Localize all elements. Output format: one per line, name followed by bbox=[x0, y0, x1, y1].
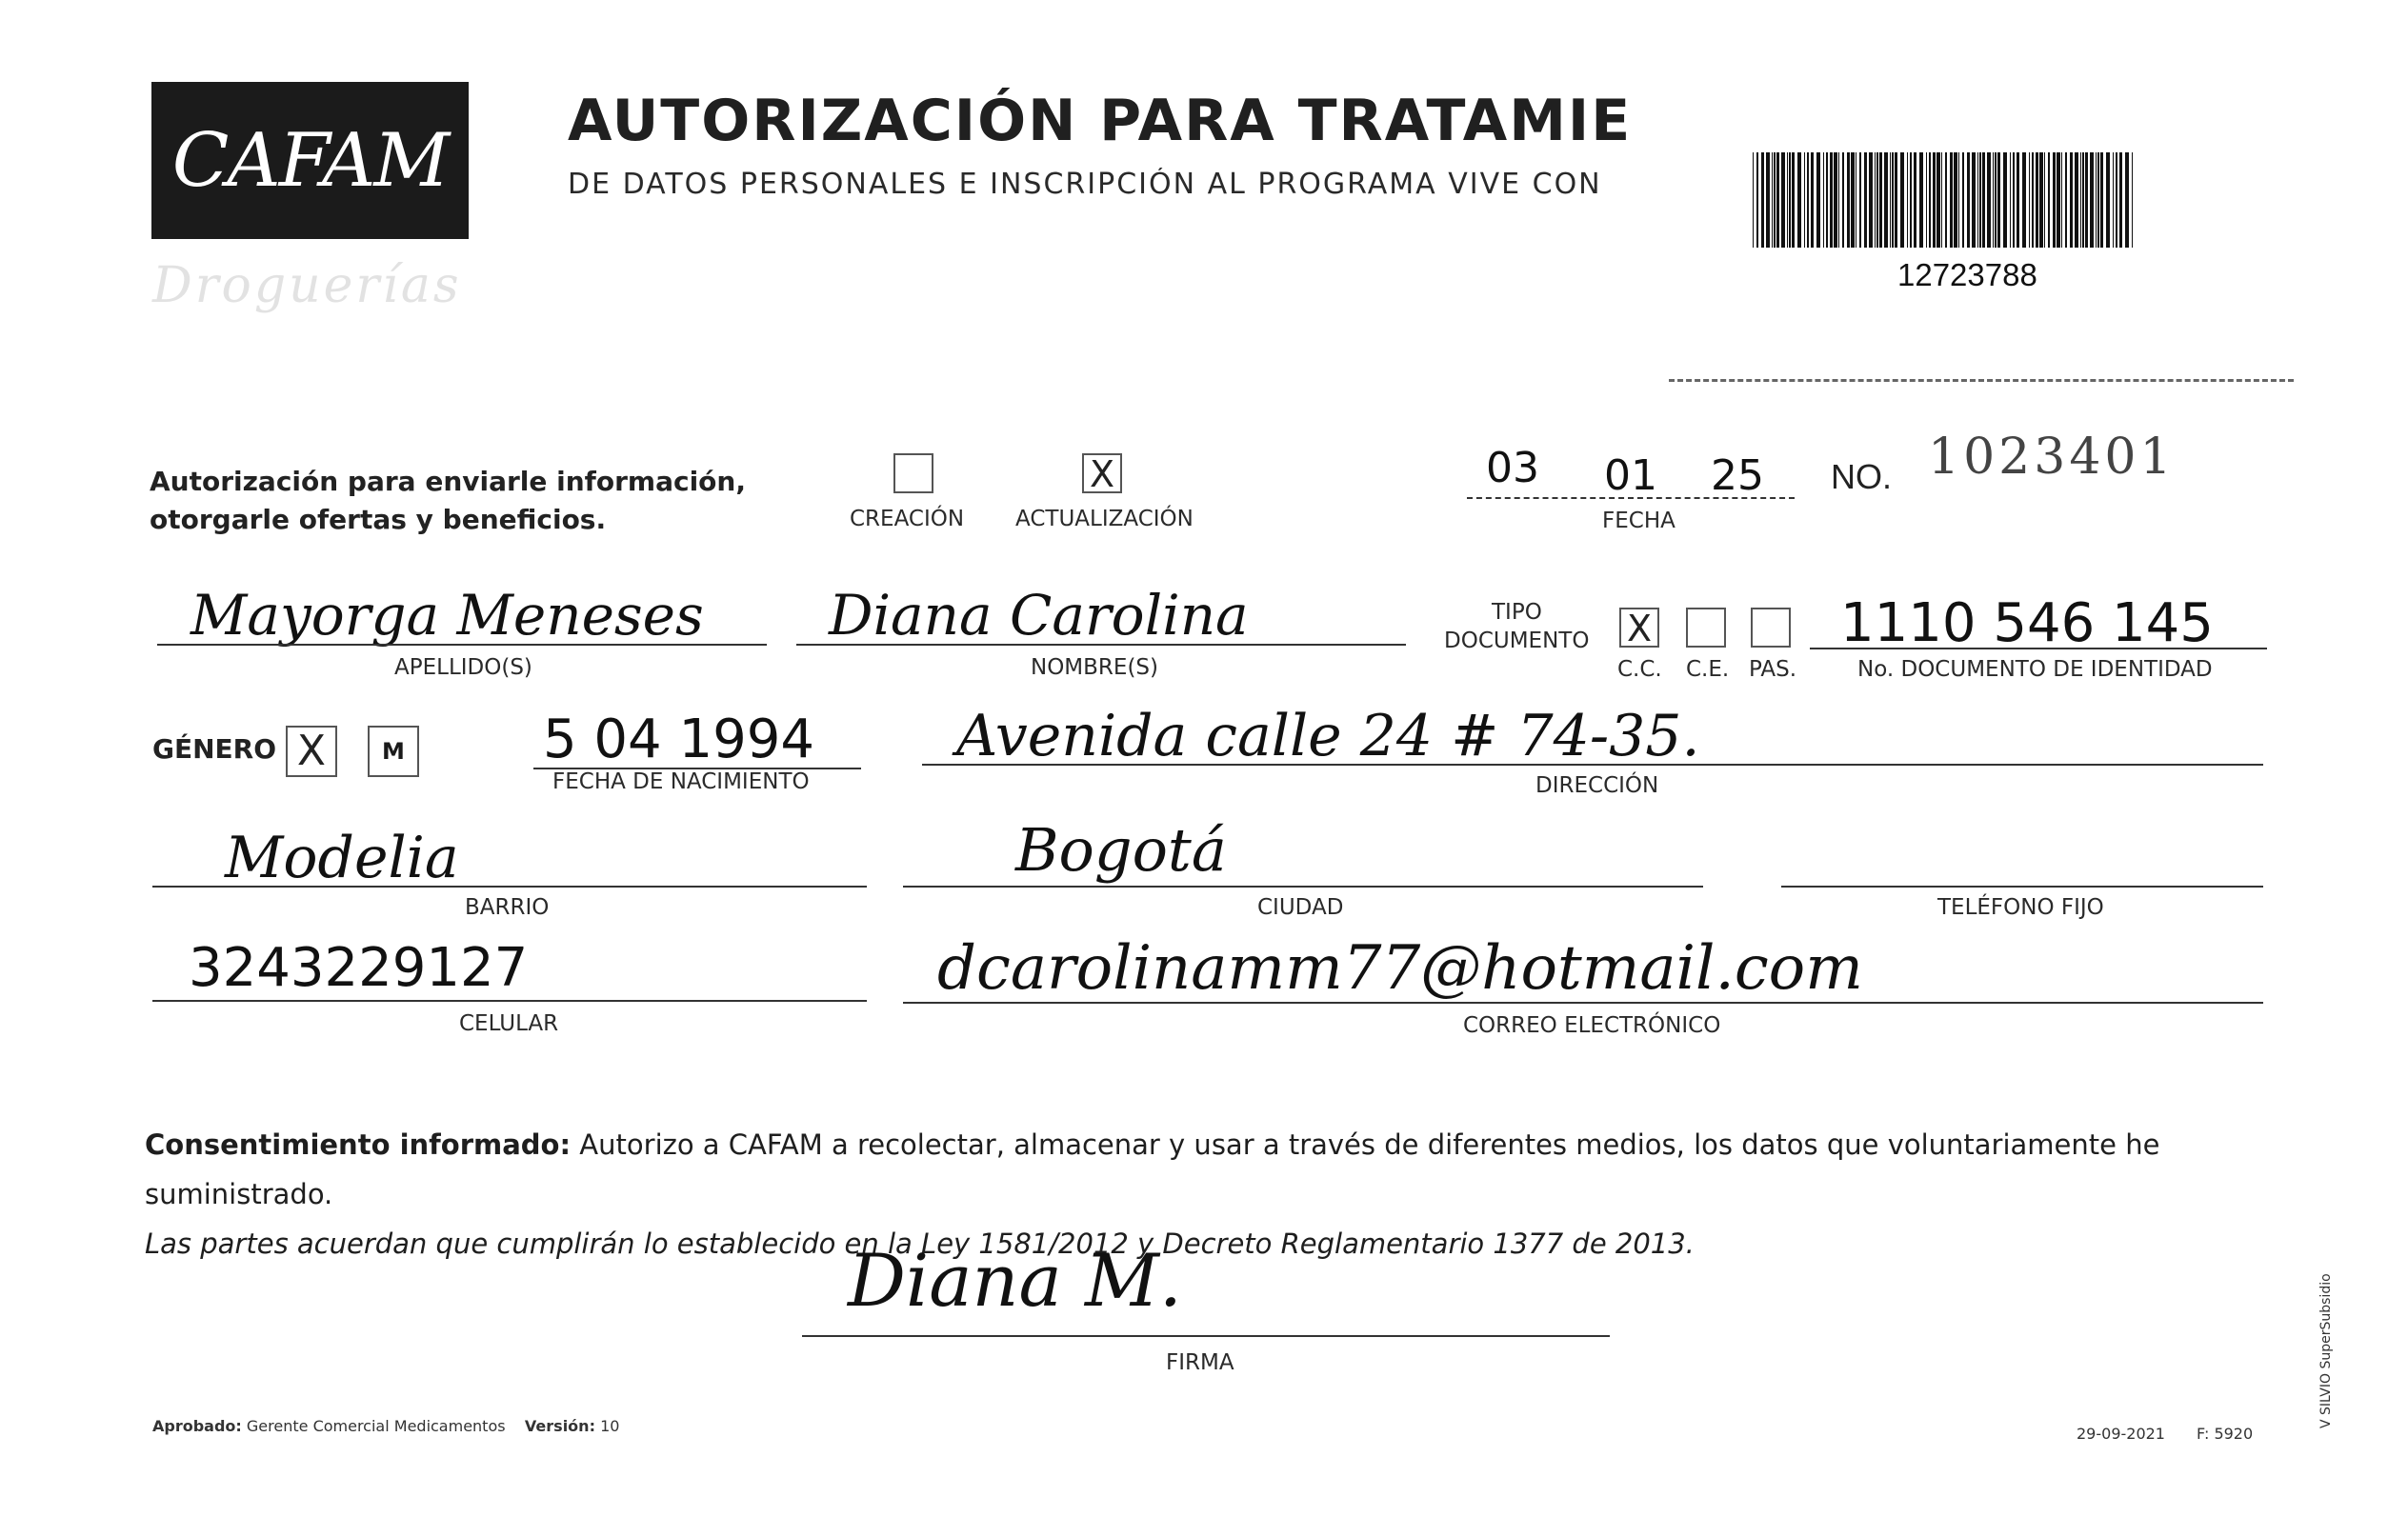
barcode-bar bbox=[2096, 152, 2097, 248]
barcode-bar bbox=[1879, 152, 1882, 248]
nacimiento-value: 5 04 1994 bbox=[543, 709, 815, 770]
barcode-bar bbox=[1884, 152, 1888, 248]
barcode bbox=[1753, 152, 2139, 248]
apellidos-label: APELLIDO(S) bbox=[394, 655, 532, 680]
logo-text: CAFAM bbox=[171, 117, 449, 204]
pas-label: PAS. bbox=[1749, 657, 1797, 682]
barcode-bar bbox=[1761, 152, 1764, 248]
form-subtitle: DE DATOS PERSONALES E INSCRIPCIÓN AL PROGRAMA VIVE CON bbox=[568, 168, 1602, 201]
barcode-bar bbox=[1774, 152, 1776, 248]
barcode-bar bbox=[1811, 152, 1814, 248]
nombres-label: NOMBRE(S) bbox=[1031, 655, 1158, 680]
barcode-bar bbox=[2080, 152, 2081, 248]
barcode-bar bbox=[2097, 152, 2099, 248]
authorization-line-1: Autorización para enviarle información, bbox=[150, 466, 746, 497]
correo-value: dcarolinamm77@hotmail.com bbox=[937, 933, 1863, 1004]
footer-date: 29-09-2021 bbox=[2077, 1425, 2165, 1443]
barcode-bar bbox=[2029, 152, 2030, 248]
telefono-label: TELÉFONO FIJO bbox=[1937, 895, 2104, 920]
barcode-bar bbox=[1979, 152, 1981, 248]
barcode-bar bbox=[1787, 152, 1788, 248]
barcode-bar bbox=[2053, 152, 2056, 248]
form-title: AUTORIZACIÓN PARA TRATAMIE bbox=[568, 88, 1633, 154]
nombres-line bbox=[796, 644, 1406, 646]
barcode-bar bbox=[1766, 152, 1770, 248]
barcode-bar bbox=[1993, 152, 1994, 248]
ciudad-value: Bogotá bbox=[1015, 815, 1227, 885]
side-label: V SILVIO SuperSubsidio bbox=[2318, 1273, 2334, 1428]
aprobado-label: Aprobado: bbox=[152, 1417, 242, 1435]
barcode-bar bbox=[2022, 152, 2026, 248]
tipo-label: TIPO bbox=[1492, 600, 1542, 625]
barcode-bar bbox=[1967, 152, 1970, 248]
barcode-bar bbox=[1997, 152, 2000, 248]
barcode-bar bbox=[1933, 152, 1936, 248]
genero-label: GÉNERO bbox=[152, 733, 277, 765]
checkbox-pas[interactable] bbox=[1751, 608, 1791, 648]
ciudad-line bbox=[903, 886, 1703, 888]
barcode-bar bbox=[1910, 152, 1912, 248]
checkbox-cc[interactable]: X bbox=[1619, 608, 1659, 648]
barcode-bar bbox=[1859, 152, 1861, 248]
barcode-bar bbox=[1804, 152, 1805, 248]
signature-label: FIRMA bbox=[1166, 1350, 1234, 1375]
barcode-bar bbox=[1954, 152, 1957, 248]
barrio-line bbox=[152, 886, 867, 888]
version-value: 10 bbox=[600, 1417, 620, 1435]
barcode-bar bbox=[1838, 152, 1839, 248]
barcode-bar bbox=[2113, 152, 2114, 248]
barcode-bar bbox=[2085, 152, 2088, 248]
barcode-bar bbox=[2036, 152, 2038, 248]
barcode-bar bbox=[1772, 152, 1773, 248]
barrio-value: Modelia bbox=[225, 825, 459, 891]
fecha-label: FECHA bbox=[1602, 509, 1676, 533]
barcode-bar bbox=[1962, 152, 1964, 248]
barcode-bar bbox=[1919, 152, 1923, 248]
fecha-year: 25 bbox=[1711, 451, 1764, 500]
correo-label: CORREO ELECTRÓNICO bbox=[1463, 1013, 1721, 1038]
documento-line bbox=[1810, 648, 2267, 649]
barcode-bar bbox=[2070, 152, 2073, 248]
nacimiento-label: FECHA DE NACIMIENTO bbox=[552, 769, 810, 794]
version-label: Versión: bbox=[524, 1417, 595, 1435]
barcode-bar bbox=[2065, 152, 2067, 248]
barcode-bar bbox=[1995, 152, 1997, 248]
barcode-bar bbox=[1823, 152, 1824, 248]
aprobado-value: Gerente Comercial Medicamentos bbox=[246, 1417, 506, 1435]
consent-body-1: Autorizo a CAFAM a recolectar, almacenar y usar a través de diferentes medios, los datos que voluntariamente he suministrado. bbox=[145, 1128, 2160, 1210]
barcode-bar bbox=[1890, 152, 1891, 248]
signature-line bbox=[802, 1335, 1610, 1337]
direccion-value: Avenida calle 24 # 74-35. bbox=[956, 703, 1700, 769]
fecha-line bbox=[1467, 497, 1795, 499]
barcode-bar bbox=[2075, 152, 2078, 248]
barcode-bar bbox=[2057, 152, 2060, 248]
barcode-bar bbox=[1907, 152, 1908, 248]
folio-number: 1023401 bbox=[1928, 429, 2176, 486]
barcode-bar bbox=[1914, 152, 1916, 248]
direccion-line bbox=[922, 764, 2263, 766]
barcode-bar bbox=[2082, 152, 2084, 248]
barcode-bar bbox=[1756, 152, 1758, 248]
checkbox-ce[interactable] bbox=[1686, 608, 1726, 648]
cafam-logo bbox=[151, 82, 469, 239]
divider-dashed bbox=[1669, 379, 2294, 382]
barcode-bar bbox=[2013, 152, 2015, 248]
actualizacion-label: ACTUALIZACIÓN bbox=[1015, 507, 1194, 531]
documento-value: 1110 546 145 bbox=[1840, 592, 2214, 654]
barcode-bar bbox=[2017, 152, 2019, 248]
barcode-bar bbox=[2100, 152, 2103, 248]
barcode-bar bbox=[1864, 152, 1867, 248]
celular-label: CELULAR bbox=[459, 1011, 559, 1036]
barcode-bar bbox=[1781, 152, 1785, 248]
barcode-bar bbox=[1826, 152, 1828, 248]
barcode-bar bbox=[1869, 152, 1873, 248]
authorization-text bbox=[150, 463, 746, 539]
barcode-bar bbox=[1797, 152, 1801, 248]
barcode-bar bbox=[1792, 152, 1795, 248]
barcode-bar bbox=[1876, 152, 1878, 248]
consent-line-1 bbox=[145, 1120, 2278, 1219]
barcode-bar bbox=[1900, 152, 1904, 248]
celular-line bbox=[152, 1000, 867, 1002]
nombres-value: Diana Carolina bbox=[829, 583, 1249, 648]
apellidos-line bbox=[157, 644, 767, 646]
side-text bbox=[2318, 1273, 2334, 1428]
barcode-bar bbox=[1982, 152, 1985, 248]
barcode-bar bbox=[1958, 152, 1959, 248]
authorization-line-2: otorgarle ofertas y beneficios. bbox=[150, 504, 607, 535]
barcode-bar bbox=[2090, 152, 2094, 248]
barcode-bar bbox=[2119, 152, 2122, 248]
barcode-bar bbox=[1851, 152, 1855, 248]
cc-label: C.C. bbox=[1617, 657, 1662, 682]
barcode-bar bbox=[1834, 152, 1837, 248]
no-label: NO. bbox=[1831, 457, 1893, 496]
barcode-bar bbox=[1895, 152, 1897, 248]
correo-line bbox=[903, 1002, 2263, 1004]
barcode-bar bbox=[1753, 152, 1754, 248]
ciudad-label: CIUDAD bbox=[1257, 895, 1344, 920]
barcode-bar bbox=[2003, 152, 2007, 248]
barcode-bar bbox=[1776, 152, 1779, 248]
telefono-line bbox=[1781, 886, 2263, 888]
barcode-bar bbox=[2044, 152, 2045, 248]
barcode-bar bbox=[1926, 152, 1927, 248]
barcode-bar bbox=[1816, 152, 1820, 248]
barcode-bar bbox=[1847, 152, 1850, 248]
consent-line-2: Las partes acuerdan que cumplirán lo establecido en la Ley 1581/2012 y Decreto Reglamentario 1377 de 2013. bbox=[145, 1228, 1695, 1260]
barrio-label: BARRIO bbox=[465, 895, 550, 920]
barcode-bar bbox=[2125, 152, 2129, 248]
checkbox-actualizacion[interactable]: X bbox=[1082, 453, 1122, 493]
footer-approval bbox=[152, 1417, 619, 1435]
creacion-label: CREACIÓN bbox=[850, 507, 965, 531]
barcode-bar bbox=[1941, 152, 1942, 248]
barcode-bar bbox=[2061, 152, 2062, 248]
barcode-bar bbox=[2106, 152, 2110, 248]
barcode-bar bbox=[1977, 152, 1978, 248]
documento-tipo-label: DOCUMENTO bbox=[1444, 629, 1590, 653]
barcode-bar bbox=[2032, 152, 2034, 248]
barcode-bar bbox=[2039, 152, 2043, 248]
barcode-bar bbox=[1936, 152, 1940, 248]
consent-text bbox=[145, 1120, 2278, 1268]
barcode-number: 12723788 bbox=[1897, 257, 2037, 292]
consent-lead: Consentimiento informado: bbox=[145, 1128, 572, 1161]
barcode-bar bbox=[1987, 152, 1991, 248]
signature: Diana M. bbox=[848, 1238, 1182, 1323]
barcode-bar bbox=[1929, 152, 1931, 248]
barcode-bar bbox=[1972, 152, 1976, 248]
barcode-bar bbox=[1892, 152, 1894, 248]
ce-label: C.E. bbox=[1686, 657, 1730, 682]
barcode-bar bbox=[2010, 152, 2011, 248]
fecha-day: 03 bbox=[1486, 444, 1539, 492]
documento-label: No. DOCUMENTO DE IDENTIDAD bbox=[1857, 657, 2213, 682]
checkbox-genero-m[interactable]: M bbox=[368, 726, 419, 777]
fecha-month: 01 bbox=[1604, 451, 1657, 500]
barcode-bar bbox=[1807, 152, 1809, 248]
barcode-bar bbox=[1789, 152, 1791, 248]
direccion-label: DIRECCIÓN bbox=[1535, 773, 1659, 798]
footer-form-code: F: 5920 bbox=[2197, 1425, 2254, 1443]
barcode-bar bbox=[2048, 152, 2050, 248]
barcode-bar bbox=[1950, 152, 1953, 248]
barcode-bar bbox=[2132, 152, 2133, 248]
checkbox-genero-f[interactable]: X bbox=[286, 726, 337, 777]
apellidos-value: Mayorga Meneses bbox=[191, 583, 704, 648]
barcode-bar bbox=[1830, 152, 1833, 248]
barcode-bar bbox=[1875, 152, 1876, 248]
logo-subtitle: Droguerías bbox=[152, 257, 462, 314]
checkbox-creacion[interactable] bbox=[893, 453, 933, 493]
barcode-bar bbox=[2116, 152, 2117, 248]
barcode-bar bbox=[1842, 152, 1844, 248]
barcode-bar bbox=[1945, 152, 1947, 248]
celular-value: 3243229127 bbox=[189, 937, 529, 999]
